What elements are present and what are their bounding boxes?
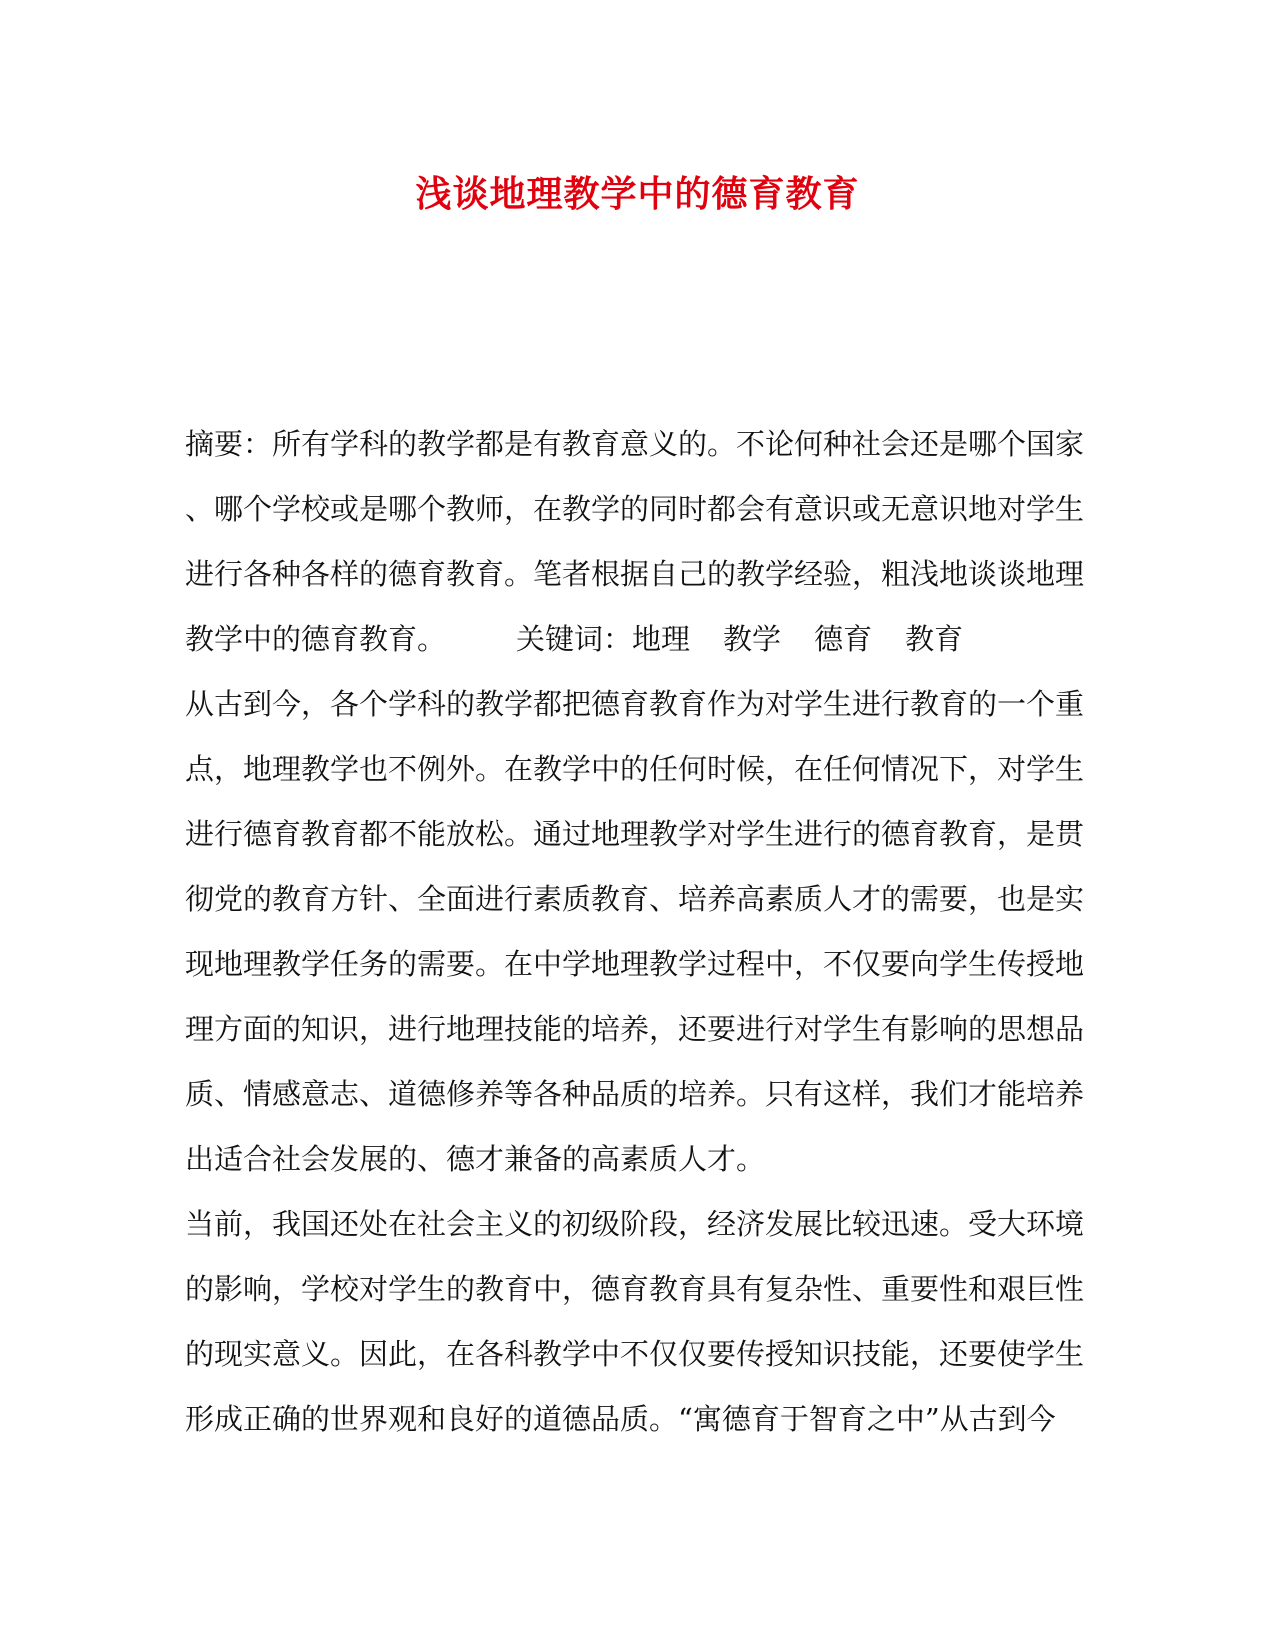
- abstract-keywords-line: [185, 607, 1085, 672]
- document-title: 浅谈地理教学中的德育教育: [415, 173, 860, 215]
- keyword: 德育: [814, 622, 873, 656]
- paragraph-line: 的影响，学校对学生的教育中，德育教育具有复杂性、重要性和艰巨性: [185, 1272, 1085, 1306]
- keywords-label: 关键词：: [516, 622, 633, 656]
- paragraph-line: 形成正确的世界观和良好的道德品质。“寓德育于智育之中”从古到今: [185, 1402, 1056, 1436]
- paragraph-line: 从古到今，各个学科的教学都把德育教育作为对学生进行教育的一个重: [185, 687, 1085, 721]
- abstract-line-end: 教学中的德育教育。: [185, 622, 447, 656]
- paragraph-line: 当前，我国还处在社会主义的初级阶段，经济发展比较迅速。受大环境: [185, 1207, 1085, 1241]
- paragraph-line: 质、情感意志、道德修养等各种品质的培养。只有这样，我们才能培养: [185, 1077, 1085, 1111]
- paragraph-line: 理方面的知识，进行地理技能的培养，还要进行对学生有影响的思想品: [185, 1012, 1085, 1046]
- document-body: [185, 412, 1085, 1452]
- keyword: 地理: [632, 622, 691, 656]
- paragraph-line: 彻党的教育方针、全面进行素质教育、培养高素质人才的需要，也是实: [185, 882, 1085, 916]
- paragraph-line: 的现实意义。因此，在各科教学中不仅仅要传授知识技能，还要使学生: [185, 1337, 1085, 1371]
- abstract-line: 进行各种各样的德育教育。笔者根据自己的教学经验，粗浅地谈谈地理: [185, 557, 1085, 591]
- paragraph-line: 现地理教学任务的需要。在中学地理教学过程中，不仅要向学生传授地: [185, 947, 1085, 981]
- paragraph-line: 点，地理教学也不例外。在教学中的任何时候，在任何情况下，对学生: [185, 752, 1085, 786]
- keyword: 教学: [723, 622, 782, 656]
- paragraph-line: 出适合社会发展的、德才兼备的高素质人才。: [185, 1142, 766, 1176]
- keyword: 教育: [905, 622, 964, 656]
- paragraph-line: 进行德育教育都不能放松。通过地理教学对学生进行的德育教育，是贯: [185, 817, 1085, 851]
- abstract-line: 摘要：所有学科的教学都是有教育意义的。不论何种社会还是哪个国家: [185, 427, 1085, 461]
- abstract-line: 、哪个学校或是哪个教师，在教学的同时都会有意识或无意识地对学生: [185, 492, 1085, 526]
